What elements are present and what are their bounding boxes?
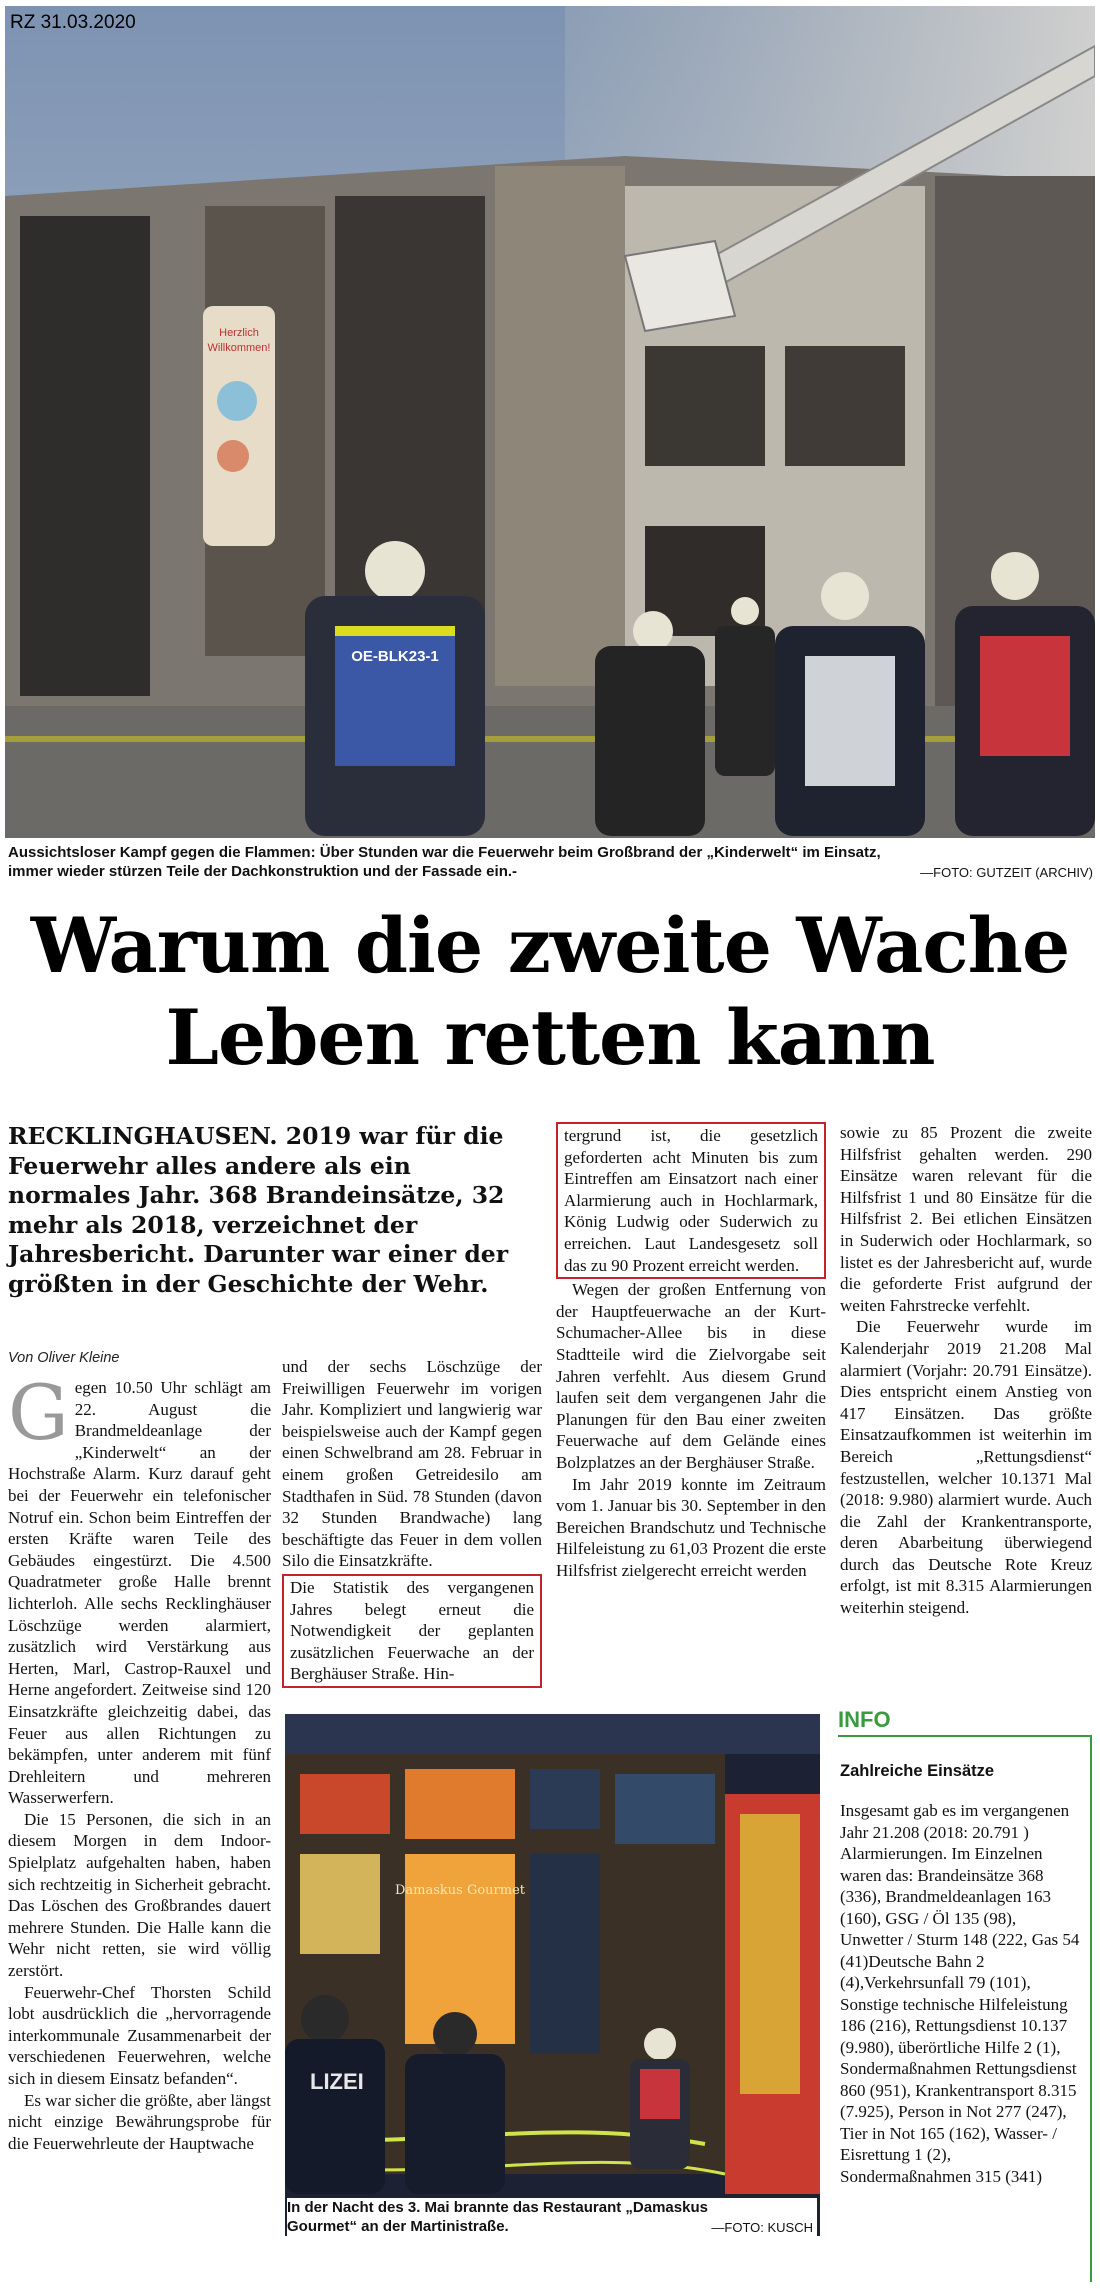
lead-paragraph: RECKLINGHAUSEN. 2019 war für die Feuerwehr alles andere als ein normales Jahr. 368 Brandeinsätze, 32 mehr als 2018, verzeichnet der Jahresbericht. Darunter war einer der größten in der Geschichte der Wehr. <box>8 1122 509 1298</box>
col1-paragraph-4: Es war sicher die größte, aber längst nicht einzige Bewährungsprobe für die Feuerwehrleute der Hauptwache <box>8 2090 271 2153</box>
svg-text:Willkommen!: Willkommen! <box>207 342 271 354</box>
col1-paragraph-3: Feuerwehr-Chef Thorsten Schild lobt ausdrücklich die „hervorragende interkommunale Zusammenarbeit der verschiedenen Feuerwehren, welche sich in diesem Einsatz befanden“. <box>8 1982 271 2088</box>
bottom-photo-caption <box>287 2198 817 2236</box>
article-column-3 <box>556 1122 826 1581</box>
col1-paragraph-2: Die 15 Personen, die sich in an diesem Morgen in dem Indoor-Spielplatz aufgehalten haben, haben sich rechtzeitig in Sicherheit gebracht. Das Löschen des Großbrandes dauert mehrere Stunden. Die Halle kann die Wehr nicht retten, sie wird völlig zerstört. <box>8 1809 271 1981</box>
fire-scene-illustration <box>5 6 1095 838</box>
bottom-photo-credit: —FOTO: KUSCH <box>711 2220 813 2235</box>
vest-text: OE-BLK23-1 <box>351 648 439 665</box>
col3-paragraph-3: Im Jahr 2019 konnte im Zeitraum vom 1. Januar bis 30. September in den Bereichen Brandschutz und Technische Hilfeleistung zu 61,03 Prozent die erste Hilfsfrist zielgerecht erreicht werden <box>556 1474 826 1580</box>
bottom-photo-restaurant <box>285 1714 820 2236</box>
sign-text: Herzlich <box>219 327 259 339</box>
caption-line-1: Aussichtsloser Kampf gegen die Flammen: Über Stunden war die Feuerwehr beim Großbrand der „Kinderwelt“ im Einsatz, <box>8 844 881 861</box>
col1-paragraph-1: egen 10.50 Uhr schlägt am 22. August die Brandmeldeanlage der „Kinderwelt“ an der Hochstraße Alarm. Kurz darauf geht bei der Feuerwehr ein telefonischer Notruf ein. Schon beim Eintreffen der ersten Kräfte waren Teile des Gebäudes eingestürzt. Die 4.500 Quadratmeter große Halle brennt lichterloh. Alle sechs Recklinghäuser Löschzüge werden alarmiert, zusätzlich wird Verstärkung aus Herten, Marl, Castrop-Rauxel und Herne angefordert. Zeitweise sind 120 Einsatzkräfte gleichzeitig dabei, das Feuer aus allen Richtungen zu bekämpfen, unter anderem mit fünf Drehleitern und mehreren Wasserwerfern. <box>8 1378 271 1808</box>
col2-paragraph-1: und der sechs Löschzüge der Freiwilligen Feuerwehr im vorigen Jahr. Kompliziert und langwierig war beispielsweise auch der Kampf gegen einen Schwelbrand am 28. Februar in einem großen Getreidesilo am Stadthafen in Süd. 78 Stunden (davon 32 Stunden Brandwache) lang beschäftigte das Feuer in dem vollen Silo die Einsatzkräfte. <box>282 1357 542 1571</box>
top-photo-caption <box>8 843 1093 881</box>
info-box-title: Zahlreiche Einsätze <box>840 1762 995 1780</box>
article-column-2 <box>282 1356 542 1688</box>
info-box-label: INFO <box>838 1707 1092 1737</box>
date-stamp: RZ 31.03.2020 <box>10 12 136 33</box>
author-byline: Von Oliver Kleine <box>8 1350 120 1366</box>
article-column-1 <box>8 1368 271 2154</box>
col4-paragraph-1: sowie zu 85 Prozent die zweite Hilfsfrist gehalten werden. 290 Einsätze waren relevant für die Hilfsfrist 1 und 80 Einsätze für die Hilfsfrist 2. Bei etlichen Einsätzen in Suderwich oder Hochlarmark, so listet es der Jahresbericht auf, wurde die geforderte Frist aufgrund der weiten Fahrstrecke verfehlt. <box>840 1123 1092 1315</box>
info-box-text: Insgesamt gab es im vergangenen Jahr 21.208 (2018: 20.791 ) Alarmierungen. Im Einzelnen waren das: Brandeinsätze 368 (336), Brandmeldeanlagen 163 (160), GSG / Öl 135 (98), Unwetter / Sturm 148 (222, Gas 54 (41)Deutsche Bahn 2 (4),Verkehrsunfall 79 (101), Sonstige technische Hilfeleistung 186 (216), Rettungsdienst 10.137 (9.980), überörtliche Hilfe 2 (1), Sondermaßnahmen Rettungsdienst 860 (951), Krankentransport 8.315 (7.925), Person in Not 277 (247), Tier in Not 165 (162), Wasser- / Eisrettung 1 (2), Sondermaßnahmen 315 (341) <box>840 1801 1080 2186</box>
bottom-caption-line-1: In der Nacht des 3. Mai brannte das Restaurant „Damaskus <box>287 2199 708 2216</box>
col3-paragraph-2: Wegen der großen Entfernung von der Hauptfeuerwache an der Kurt-Schumacher-Allee bis in diese Stadtteile wird die Zielvorgabe seit Jahren verfehlt. Aus diesem Grund laufen seit dem vergangenen Jahr die Planungen für den Bau einer zweiten Feuerwache auf dem Gelände eines Bolzplatzes an der Berghäuser Straße. <box>556 1280 826 1472</box>
restaurant-sign-text: Damaskus Gourmet <box>394 1883 526 1898</box>
col2-highlight-paragraph: Die Statistik des vergangenen Jahres belegt erneut die Notwendigkeit der geplanten zusätzlichen Feuerwache an der Berghäuser Straße. Hin- <box>282 1574 542 1688</box>
article-column-4 <box>840 1122 1092 1619</box>
top-photo-fire <box>5 6 1095 838</box>
caption-line-2: immer wieder stürzen Teile der Dachkonstruktion und der Fassade ein.- <box>8 863 518 880</box>
bottom-caption-line-2: Gourmet“ an der Martinistraße. <box>287 2218 509 2235</box>
headline-line-2: Leben retten kann <box>165 993 935 1082</box>
col4-paragraph-2: Die Feuerwehr wurde im Kalenderjahr 2019 21.208 Mal alarmiert (Vorjahr: 20.791 Einsätze). Dies entspricht einem Anstieg von 417 Einsätzen. Das größte Einsatzaufkommen ist weiterhin im Bereich „Rettungsdienst“ festzustellen, welcher 10.1371 Mal (2018: 9.980) alarmiert wurde. Auch die Zahl der Krankentransporte, deren Abarbeitung überwiegend durch das Deutsche Rote Kreuz erfolgt, ist mit 8.315 Alarmierungen weiterhin steigend. <box>840 1317 1092 1618</box>
photo-credit: —FOTO: GUTZEIT (ARCHIV) <box>920 865 1093 880</box>
restaurant-fire-illustration <box>285 1714 820 2194</box>
headline-line-1: Warum die zweite Wache <box>30 901 1070 990</box>
info-box-border <box>1090 1737 1092 2282</box>
col3-highlight-paragraph: tergrund ist, die gesetzlich geforderten acht Minuten bis zum Eintreffen am Einsatzort nach einer Alarmierung auch in Hochlarmark, König Ludwig oder Suderwich zu erreichen. Laut Landesgesetz soll das zu 90 Prozent erreicht werden. <box>556 1122 826 1279</box>
drop-cap: G <box>8 1368 69 1457</box>
police-label: LIZEI <box>310 2069 364 2094</box>
